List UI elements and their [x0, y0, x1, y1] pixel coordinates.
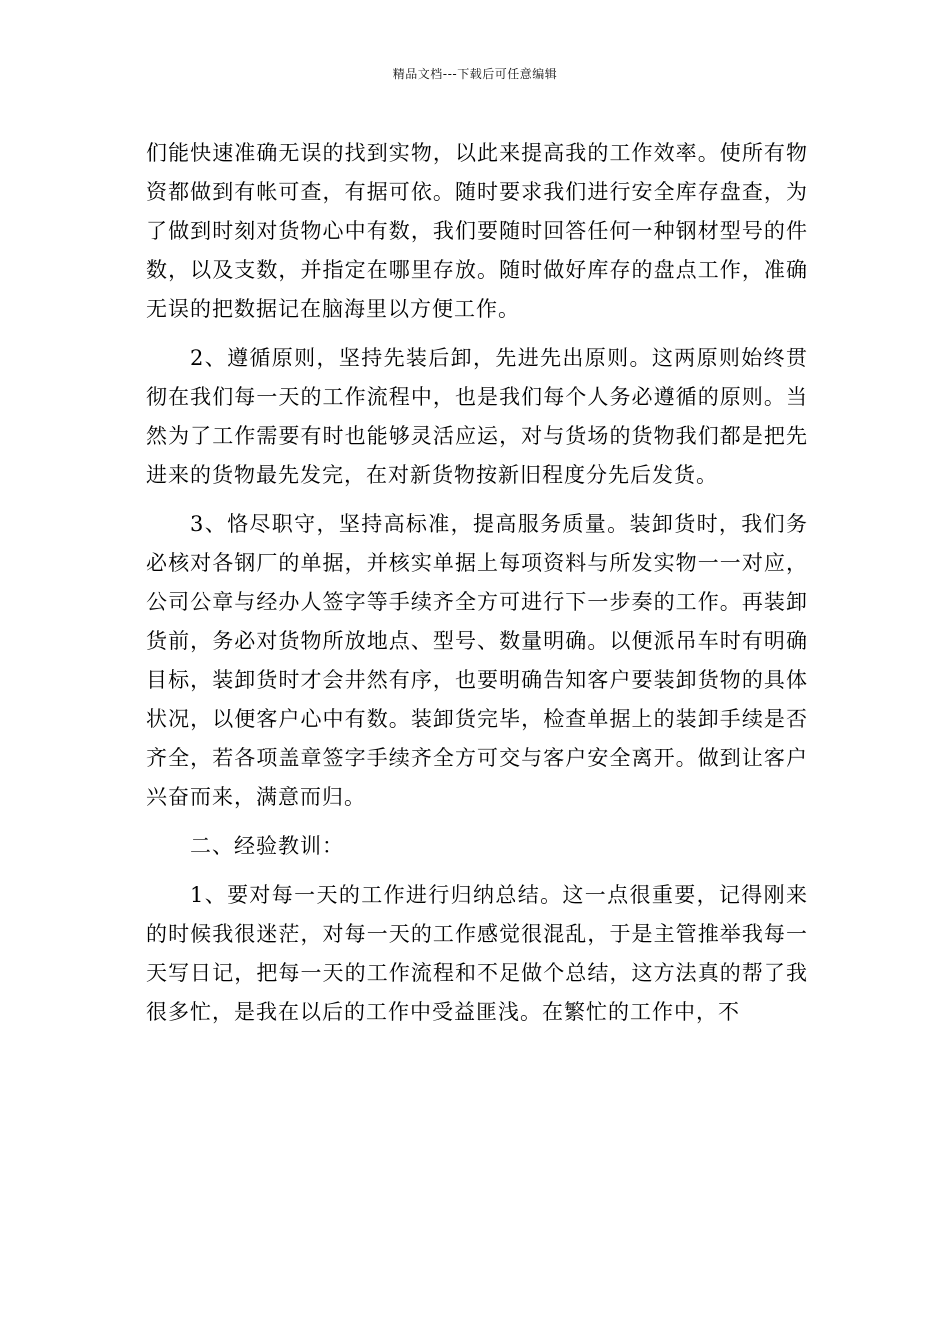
- paragraph-principle-2: 2、遵循原则，坚持先装后卸，先进先出原则。这两原则始终贯彻在我们每一天的工作流程中，也是我们每个人务必遵循的原则。当然为了工作需要有时也能够灵活应运，对与货场的货物我们都是把先进来的货物最先发完，在对新货物按新旧程度分先后发货。: [146, 346, 808, 487]
- page-header: 精品文档---下载后可任意编辑: [392, 67, 558, 81]
- paragraph-lesson-1: 1、要对每一天的工作进行归纳总结。这一点很重要，记得刚来的时候我很迷茫，对每一天的工作感觉很混乱，于是主管推举我每一天写日记，把每一天的工作流程和不足做个总结，这方法真的帮了我很多忙，是我在以后的工作中受益匪浅。在繁忙的工作中，不: [146, 883, 808, 1024]
- document-body: [146, 134, 808, 1042]
- section-heading-lessons: 二、经验教训：: [190, 834, 344, 858]
- paragraph-principle-3: 3、恪尽职守，坚持高标准，提高服务质量。装卸货时，我们务必核对各钢厂的单据，并核实单据上每项资料与所发实物一一对应，公司公章与经办人签字等手续齐全方可进行下一步奏的工作。再装卸货前，务必对货物所放地点、型号、数量明确。以便派吊车时有明确目标，装卸货时才会井然有序，也要明确告知客户要装卸货物的具体状况，以便客户心中有数。装卸货完毕，检查单据上的装卸手续是否齐全，若各项盖章签字手续齐全方可交与客户安全离开。做到让客户兴奋而来，满意而归。: [146, 512, 808, 809]
- paragraph-inventory-continued: 们能快速准确无误的找到实物，以此来提高我的工作效率。使所有物资都做到有帐可查，有据可依。随时要求我们进行安全库存盘查，为了做到时刻对货物心中有数，我们要随时回答任何一种钢材型号的件数，以及支数，并指定在哪里存放。随时做好库存的盘点工作，准确无误的把数据记在脑海里以方便工作。: [146, 141, 808, 321]
